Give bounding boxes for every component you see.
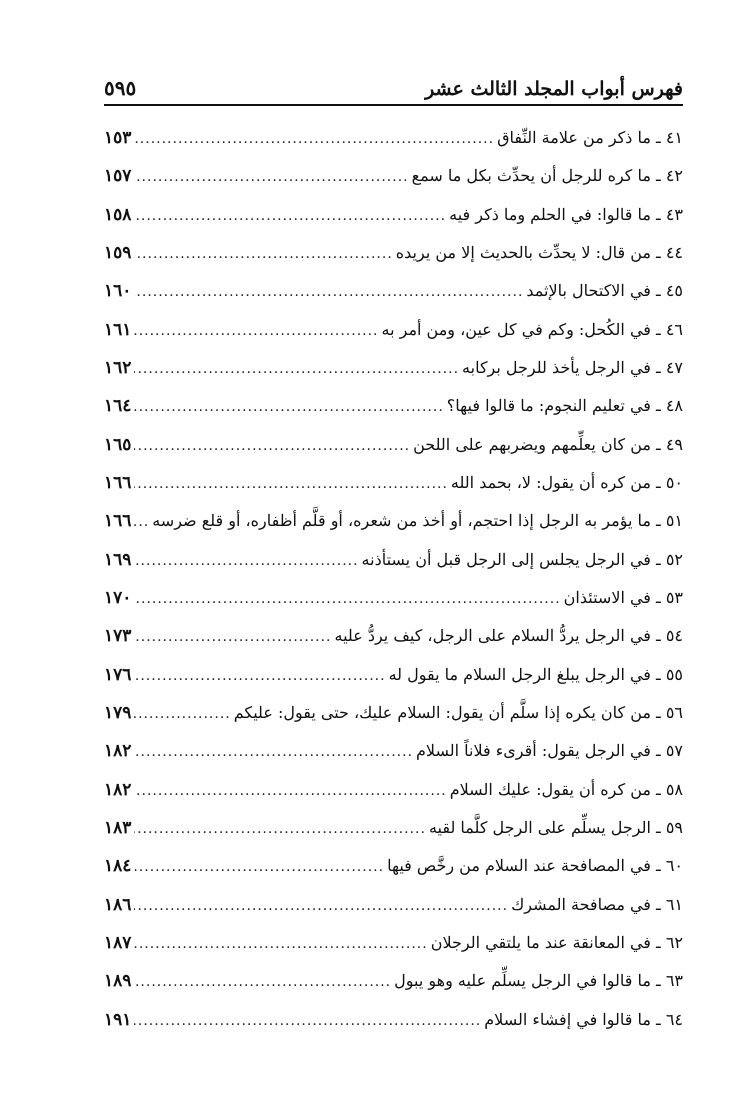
toc-entry-page: ١٦٥ [104,434,132,455]
toc-entry-title: ٥٦ ـ من كان يكره إذا سلَّم أن يقول: السلام عليك، حتى يقول: عليكم [233,702,683,722]
toc-entry-page: ١٦٤ [104,396,132,417]
toc-entry [104,550,683,588]
toc-list [104,128,683,1048]
dot-leader [134,898,508,914]
toc-entry-page: ١٩١ [104,1009,132,1030]
toc-entry-page: ١٧٦ [104,664,132,685]
dot-leader [134,361,459,377]
toc-entry-page: ١٨٩ [104,971,132,992]
dot-leader [134,284,523,300]
toc-entry [104,818,683,856]
toc-entry-page: ١٥٧ [104,166,132,187]
toc-entry [104,358,683,396]
dot-leader [134,514,149,530]
toc-entry [104,166,683,204]
dot-leader [134,246,392,262]
toc-entry [104,435,683,473]
toc-entry-title: ٥٠ ـ من كره أن يقول: لا، بحمد الله [450,472,683,492]
toc-entry-page: ١٨٣ [104,817,132,838]
dot-leader [134,131,494,147]
header-rule [104,104,683,106]
toc-entry-title: ٥٧ ـ في الرجل يقول: أقرىء فلاناً السلام [416,741,683,761]
toc-entry-page: ١٨٢ [104,779,132,800]
toc-entry-page: ١٦٦ [104,472,132,493]
toc-entry-page: ١٦١ [104,319,132,340]
page-header [104,66,683,100]
dot-leader [134,974,391,990]
dot-leader [134,169,408,185]
toc-entry-page: ١٧٣ [104,626,132,647]
toc-entry [104,588,683,626]
dot-leader [134,668,385,684]
toc-entry-page: ١٥٨ [104,204,132,225]
toc-entry-page: ١٦٩ [104,549,132,570]
toc-entry-title: ٤٥ ـ في الاكتحال بالإثمد [526,281,683,301]
dot-leader [134,399,443,415]
dot-leader [134,553,358,569]
toc-entry-page: ١٨٤ [104,856,132,877]
toc-entry [104,1010,683,1048]
toc-entry-page: ١٨٦ [104,894,132,915]
toc-entry-title: ٤٩ ـ من كان يعلِّمهم ويضربهم على اللحن [413,434,683,454]
toc-entry-title: ٥٥ ـ في الرجل يبلغ الرجل السلام ما يقول له [388,664,683,684]
toc-entry-title: ٥٢ ـ في الرجل يجلس إلى الرجل قبل أن يستأذنه [361,549,683,569]
toc-entry-page: ١٥٣ [104,128,132,148]
dot-leader [134,783,446,799]
toc-entry-title: ٤٨ ـ في تعليم النجوم: ما قالوا فيها؟ [446,396,683,416]
dot-leader [134,936,427,952]
toc-entry [104,895,683,933]
toc-entry-title: ٤٢ ـ ما كره للرجل أن يحدِّث بكل ما سمع [411,166,683,186]
dot-leader [134,438,410,454]
dot-leader [134,629,331,645]
toc-entry-page: ١٧٩ [104,702,132,723]
dot-leader [134,1013,481,1029]
toc-entry-title: ٥٤ ـ في الرجل يردُّ السلام على الرجل، كيف يردُّ عليه [334,626,683,646]
toc-entry-title: ٥١ ـ ما يؤمر به الرجل إذا احتجم، أو أخذ من شعره، أو قلَّم أظفاره، أو قلع ضرسه [152,511,683,531]
toc-entry [104,741,683,779]
toc-entry [104,703,683,741]
toc-entry-title: ٦١ ـ في مصافحة المشرك [511,894,683,914]
toc-entry-page: ١٧٠ [104,587,132,608]
toc-entry-title: ٦٣ ـ ما قالوا في الرجل يسلِّم عليه وهو يبول [394,971,683,991]
toc-entry [104,205,683,243]
toc-entry-page: ١٦٢ [104,357,132,378]
toc-entry-title: ٤٣ ـ ما قالوا: في الحلم وما ذكر فيه [449,204,683,224]
header-title: فهرس أبواب المجلد الثالث عشر [425,78,683,100]
toc-entry-page: ١٨٧ [104,932,132,953]
toc-entry [104,396,683,434]
toc-entry [104,511,683,549]
toc-entry [104,281,683,319]
toc-entry-title: ٦٢ ـ في المعانقة عند ما يلتقي الرجلان [430,932,683,952]
dot-leader [134,208,446,224]
toc-entry [104,473,683,511]
toc-entry-title: ٥٣ ـ في الاستئذان [563,587,683,607]
toc-entry [104,780,683,818]
toc-entry-title: ٥٩ ـ الرجل يسلِّم على الرجل كلَّما لقيه [428,817,683,837]
dot-leader [134,323,378,339]
dot-leader [134,821,426,837]
toc-entry [104,243,683,281]
toc-entry [104,665,683,703]
toc-entry-title: ٤١ ـ ما ذكر من علامة النِّفاق [497,128,683,147]
toc-entry-page: ١٦٦ [104,511,132,532]
toc-entry [104,320,683,358]
toc-entry-title: ٤٤ ـ من قال: لا يحدِّث بالحديث إلا من يريده [395,242,683,262]
toc-entry [104,933,683,971]
dot-leader [134,591,560,607]
toc-entry [104,856,683,894]
dot-leader [134,744,413,760]
toc-entry-title: ٤٦ ـ في الكُحل: وكم في كل عين، ومن أمر به [381,319,683,339]
header-page-number: ٥٩٥ [104,76,137,100]
toc-entry-page: ١٦٠ [104,281,132,302]
toc-entry-title: ٤٧ ـ في الرجل يأخذ للرجل بركابه [462,357,683,377]
dot-leader [134,706,230,722]
toc-entry [104,626,683,664]
toc-entry [104,971,683,1009]
toc-entry [104,128,683,166]
toc-entry-title: ٥٨ ـ من كره أن يقول: عليك السلام [449,779,683,799]
toc-entry-page: ١٥٩ [104,242,132,263]
toc-entry-title: ٦٠ ـ في المصافحة عند السلام من رخَّص فيها [387,856,683,876]
dot-leader [134,476,448,492]
dot-leader [134,859,384,875]
toc-entry-page: ١٨٢ [104,741,132,762]
toc-entry-title: ٦٤ ـ ما قالوا في إفشاء السلام [484,1009,683,1029]
